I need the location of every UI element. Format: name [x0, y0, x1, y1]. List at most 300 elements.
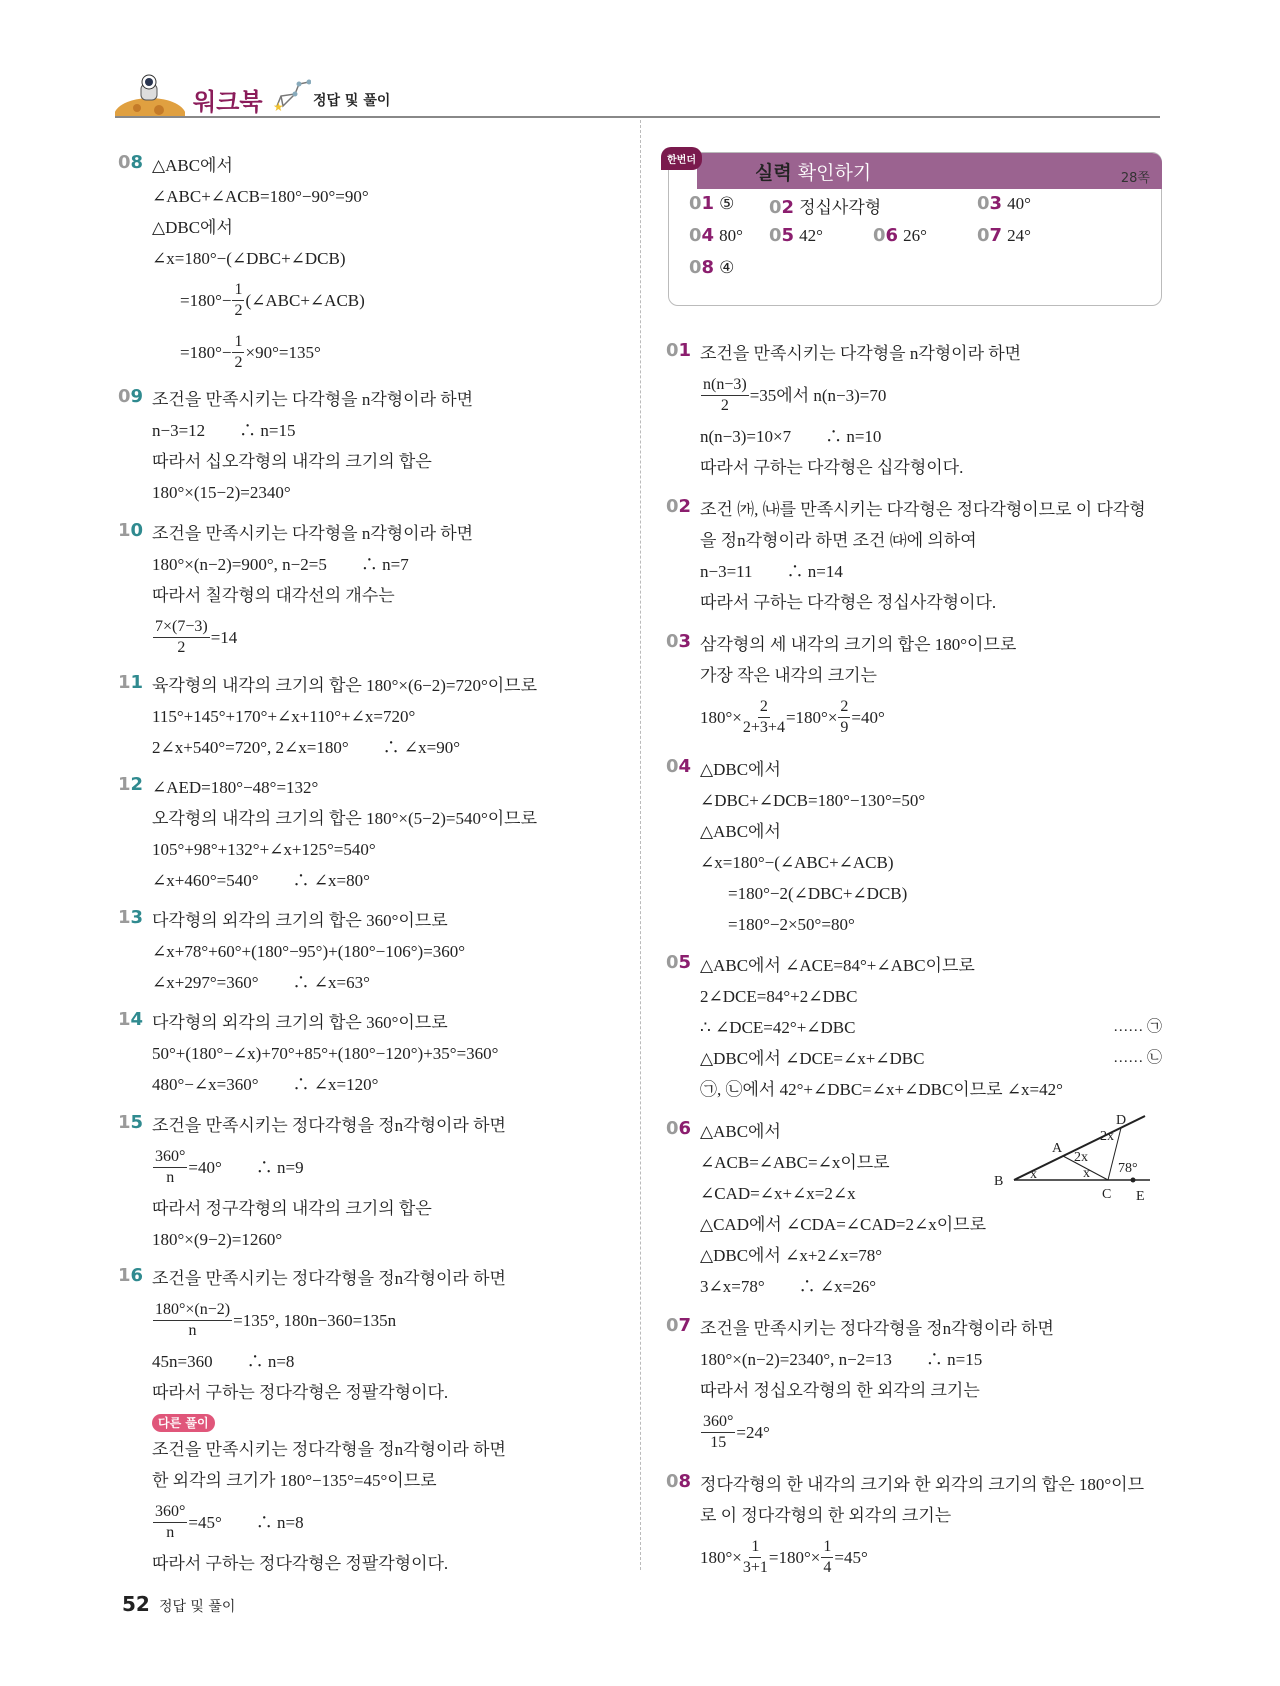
math-text: △CAD에서 ∠CDA=∠CAD=2∠x이므로 — [700, 1215, 987, 1234]
solution-lines — [700, 629, 1162, 743]
math-text: 180°× — [700, 1547, 742, 1567]
math-text: ∠ACB=∠ABC=∠x이므로 — [700, 1153, 890, 1172]
math-text: 로 이 정다각형의 한 외각의 크기는 — [700, 1506, 952, 1525]
solution-item — [118, 150, 608, 378]
solution-line — [700, 660, 1162, 691]
math-text: 180°×(n−2)=900°, n−2=5 ∴ n=7 — [152, 555, 409, 574]
answer-item — [769, 225, 823, 246]
fraction — [838, 697, 850, 738]
numerator: 1 — [232, 332, 244, 353]
math-text: 따라서 구하는 정다각형은 정팔각형이다. — [152, 1554, 449, 1573]
number-digit: 5 — [130, 1112, 144, 1133]
denominator: 15 — [710, 1433, 727, 1451]
number-digit: 8 — [678, 1471, 692, 1492]
math-text: △ABC에서 — [152, 156, 233, 175]
numerator: 2 — [838, 697, 850, 718]
solution-line — [152, 518, 608, 549]
numerator: 1 — [821, 1537, 833, 1558]
math-text: =40° — [851, 707, 885, 727]
math-text: =180°−2×50°=80° — [728, 915, 855, 934]
math-text: =180°− — [180, 342, 232, 362]
number-digit: 4 — [678, 756, 692, 777]
solution-item — [118, 905, 608, 998]
problem-number — [689, 193, 714, 214]
math-text: 따라서 구하는 다각형은 십각형이다. — [700, 458, 964, 477]
solution-line — [700, 556, 1162, 587]
solution-line — [152, 181, 608, 212]
solution-line — [152, 803, 608, 834]
number-prefix: 0 — [977, 193, 990, 214]
solution-line — [152, 1069, 608, 1100]
solution-line — [700, 1209, 1162, 1240]
numerator: 2 — [758, 697, 770, 718]
solution-line — [152, 415, 608, 446]
math-text: =180°− — [180, 290, 232, 310]
solution-line — [152, 865, 608, 896]
number-prefix: 0 — [118, 386, 131, 407]
solution-line — [152, 905, 608, 936]
workbook-title: 워크북 — [193, 88, 263, 116]
solution-line — [152, 1346, 608, 1377]
math-text: ×90°=135° — [245, 342, 321, 362]
answer-item — [769, 193, 881, 218]
solution-line — [152, 1193, 608, 1224]
number-prefix: 0 — [977, 225, 990, 246]
solution-line — [700, 1406, 1162, 1458]
math-text: =180°−2(∠DBC+∠DCB) — [728, 884, 908, 903]
solution-line — [700, 587, 1162, 618]
problem-number — [769, 225, 794, 246]
math-text: n(n−3)=10×7 ∴ n=10 — [700, 427, 882, 446]
math-text: 따라서 구하는 다각형은 정십사각형이다. — [700, 593, 997, 612]
label-C: C — [1102, 1187, 1112, 1202]
math-text: 3∠x=78° ∴ ∠x=26° — [700, 1277, 877, 1296]
math-text: △DBC에서 — [700, 760, 781, 779]
solution-line — [152, 936, 608, 967]
number-prefix: 0 — [666, 496, 679, 517]
math-text: 따라서 칠각형의 대각선의 개수는 — [152, 586, 395, 605]
astronaut-moon-logo-icon — [115, 74, 185, 116]
page-number: 52 — [122, 1592, 150, 1616]
solution-line — [152, 1038, 608, 1069]
math-text: (∠ABC+∠ACB) — [245, 290, 365, 310]
number-digit: 1 — [130, 672, 144, 693]
math-text: 따라서 십오각형의 내각의 크기의 합은 — [152, 452, 432, 471]
math-text: 조건을 만족시키는 정다각형을 정n각형이라 하면 — [152, 1116, 506, 1135]
math-text: 한 외각의 크기가 180°−135°=45°이므로 — [152, 1471, 437, 1490]
number-prefix: 0 — [666, 952, 679, 973]
math-text: 180°×(9−2)=1260° — [152, 1230, 283, 1249]
solution-line — [152, 1007, 608, 1038]
denominator: 2 — [177, 638, 186, 656]
math-text: n−3=12 ∴ n=15 — [152, 421, 296, 440]
problem-number — [769, 197, 794, 218]
answer-item — [977, 193, 1031, 214]
math-text: 삼각형의 세 내각의 크기의 합은 180°이므로 — [700, 635, 1017, 654]
solution-lines — [152, 772, 608, 896]
problem-number — [689, 257, 714, 278]
math-text: =14 — [210, 627, 238, 647]
fraction — [232, 280, 244, 321]
answer-item — [873, 225, 927, 246]
math-text: 조건을 만족시키는 정다각형을 정n각형이라 하면 — [152, 1269, 506, 1288]
solution-line — [152, 243, 608, 274]
solution-line — [700, 629, 1162, 660]
number-digit: 3 — [678, 631, 692, 652]
number-digit: 6 — [130, 1265, 144, 1286]
title-rest: 확인하기 — [791, 162, 872, 184]
answer-value: 80° — [719, 226, 743, 245]
number-digit: 8 — [701, 257, 715, 278]
math-text: 2∠DCE=84°+2∠DBC — [700, 987, 858, 1006]
fraction — [232, 332, 244, 373]
triangle-diagram — [990, 1110, 1170, 1210]
number-digit: 0 — [130, 520, 144, 541]
math-text: 180°×(n−2)=2340°, n−2=13 ∴ n=15 — [700, 1350, 983, 1369]
denominator: n — [188, 1321, 197, 1339]
math-text: ∠ABC+∠ACB=180°−90°=90° — [152, 187, 369, 206]
solution-line — [700, 816, 1162, 847]
math-text: 115°+145°+170°+∠x+110°+∠x=720° — [152, 707, 416, 726]
solution-line — [700, 1043, 1162, 1074]
answer-value: 40° — [1007, 194, 1031, 213]
math-text: ∠CAD=∠x+∠x=2∠x — [700, 1184, 856, 1203]
solution-line — [700, 1012, 1162, 1043]
problem-number — [873, 225, 898, 246]
number-prefix: 0 — [666, 756, 679, 777]
number-prefix: 0 — [666, 1471, 679, 1492]
math-text: ∠x+460°=540° ∴ ∠x=80° — [152, 871, 370, 890]
math-text: 따라서 구하는 정다각형은 정팔각형이다. — [152, 1383, 449, 1402]
solution-line — [152, 1548, 608, 1579]
math-text: 조건을 만족시키는 다각형을 n각형이라 하면 — [700, 344, 1022, 363]
fraction — [701, 1412, 735, 1453]
solution-line — [700, 981, 1162, 1012]
numerator: 360° — [153, 1147, 187, 1168]
solution-lines — [152, 1110, 608, 1255]
fraction — [153, 1147, 187, 1188]
number-digit: 5 — [781, 225, 795, 246]
number-prefix: 1 — [118, 520, 131, 541]
math-text: △DBC에서 ∠DCE=∠x+∠DBC — [700, 1049, 925, 1068]
solution-line — [152, 274, 608, 326]
math-text: ∠x+78°+60°+(180°−95°)+(180°−106°)=360° — [152, 942, 466, 961]
quick-check-box — [668, 152, 1162, 306]
fraction — [153, 617, 210, 658]
solution-item — [666, 629, 1162, 743]
solution-lines — [152, 905, 608, 998]
answer-value: 24° — [1007, 226, 1031, 245]
solution-line — [152, 834, 608, 865]
number-prefix: 0 — [689, 193, 702, 214]
math-text: 2∠x+540°=720°, 2∠x=180° ∴ ∠x=90° — [152, 738, 461, 757]
page-header — [115, 68, 1160, 118]
answer-value: ④ — [719, 258, 735, 277]
denominator: 2 — [234, 301, 243, 319]
solution-line — [152, 1263, 608, 1294]
math-text: 조건을 만족시키는 정다각형을 정n각형이라 하면 — [700, 1319, 1054, 1338]
solution-item — [666, 1313, 1162, 1458]
problem-number — [666, 1471, 691, 1492]
solution-line — [700, 691, 1162, 743]
svg-text:★: ★ — [273, 100, 284, 112]
number-prefix: 0 — [666, 1315, 679, 1336]
point-E — [1131, 1178, 1136, 1183]
math-text: 105°+98°+132°+∠x+125°=540° — [152, 840, 376, 859]
denominator: 4 — [823, 1558, 832, 1576]
math-text: 다각형의 외각의 크기의 합은 360°이므로 — [152, 1013, 448, 1032]
angle-CDA-label: 2x — [1100, 1129, 1114, 1144]
solution-item — [666, 338, 1162, 483]
label-E: E — [1136, 1189, 1145, 1204]
answer-item — [689, 257, 734, 278]
problem-number — [666, 952, 691, 973]
number-digit: 6 — [885, 225, 899, 246]
math-text: ㉠, ㉡에서 42°+∠DBC=∠x+∠DBC이므로 ∠x=42° — [700, 1080, 1063, 1099]
solution-line — [152, 732, 608, 763]
problem-number — [666, 340, 691, 361]
math-text: n−3=11 ∴ n=14 — [700, 562, 843, 581]
solution-line — [700, 950, 1162, 981]
label-A: A — [1052, 1141, 1063, 1156]
problem-number — [666, 496, 691, 517]
solution-line — [700, 1271, 1162, 1302]
answer-item — [689, 193, 734, 214]
number-prefix: 0 — [666, 1118, 679, 1139]
angle-ACB-label: x — [1083, 1166, 1090, 1181]
math-text: 을 정n각형이라 하면 조건 ㈐에 의하여 — [700, 531, 977, 550]
problem-number — [118, 672, 143, 693]
solution-line — [700, 369, 1162, 421]
problem-number — [118, 1112, 143, 1133]
solution-line — [700, 754, 1162, 785]
math-text: 다각형의 외각의 크기의 합은 360°이므로 — [152, 911, 448, 930]
math-text: 정다각형의 한 내각의 크기와 한 외각의 크기의 합은 180°이므 — [700, 1475, 1145, 1494]
solution-line — [152, 1377, 608, 1408]
solution-item — [118, 518, 608, 663]
solution-lines — [700, 494, 1162, 618]
number-digit: 7 — [989, 225, 1003, 246]
solution-item — [666, 950, 1162, 1105]
math-text: 육각형의 내각의 크기의 합은 180°×(6−2)=720°이므로 — [152, 676, 538, 695]
math-text: △ABC에서 — [700, 822, 781, 841]
number-prefix: 0 — [666, 631, 679, 652]
number-digit: 4 — [130, 1009, 144, 1030]
solution-line — [700, 847, 1162, 878]
numerator: 1 — [232, 280, 244, 301]
number-prefix: 0 — [769, 197, 782, 218]
math-text: =40° ∴ n=9 — [188, 1157, 304, 1177]
number-prefix: 0 — [769, 225, 782, 246]
number-digit: 1 — [701, 193, 715, 214]
solution-line — [700, 1469, 1162, 1500]
math-text: 50°+(180°−∠x)+70°+85°+(180°−120°)+35°=360° — [152, 1044, 499, 1063]
math-text: 조건을 만족시키는 정다각형을 정n각형이라 하면 — [152, 1440, 506, 1459]
title-bold: 실력 — [755, 162, 792, 184]
denominator: 9 — [840, 718, 849, 736]
solution-line — [700, 421, 1162, 452]
solution-line — [152, 772, 608, 803]
solution-line — [700, 494, 1162, 525]
solution-line — [700, 1074, 1162, 1105]
problem-number — [118, 152, 143, 173]
solution-line — [700, 338, 1162, 369]
solution-line — [152, 326, 608, 378]
problem-number — [689, 225, 714, 246]
solution-line — [152, 580, 608, 611]
solution-line — [152, 1496, 608, 1548]
math-text: =45° ∴ n=8 — [188, 1512, 304, 1532]
problem-number — [666, 631, 691, 652]
solution-line — [152, 384, 608, 415]
number-prefix: 1 — [118, 1009, 131, 1030]
number-prefix: 1 — [118, 907, 131, 928]
numerator: n(n−3) — [701, 375, 749, 396]
solution-line — [152, 670, 608, 701]
solution-line — [152, 549, 608, 580]
fraction — [821, 1537, 833, 1578]
answer-value: 정십사각형 — [799, 198, 882, 217]
problem-number — [118, 386, 143, 407]
label-D: D — [1116, 1113, 1127, 1128]
solution-lines — [700, 1469, 1162, 1583]
number-digit: 4 — [701, 225, 715, 246]
page-reference: 28쪽 — [1120, 171, 1150, 186]
solution-lines — [152, 150, 608, 378]
fraction — [743, 697, 785, 738]
solution-item — [118, 1110, 608, 1255]
number-prefix: 1 — [118, 1112, 131, 1133]
math-text: 따라서 정십오각형의 한 외각의 크기는 — [700, 1381, 980, 1400]
number-prefix: 0 — [666, 340, 679, 361]
solution-line — [700, 1344, 1162, 1375]
quick-check-title — [755, 158, 871, 185]
math-text: △ABC에서 ∠ACE=84°+∠ABC이므로 — [700, 956, 975, 975]
solution-line — [700, 1240, 1162, 1271]
solution-line — [152, 1141, 608, 1193]
angle-DCE-label: 78° — [1118, 1161, 1138, 1176]
number-prefix: 0 — [689, 225, 702, 246]
solution-lines — [152, 384, 608, 508]
math-text: 가장 작은 내각의 크기는 — [700, 666, 877, 685]
footer-label: 정답 및 풀이 — [158, 1599, 236, 1615]
problem-number — [977, 193, 1002, 214]
math-text: =180°× — [768, 1547, 821, 1567]
answer-item — [977, 225, 1031, 246]
number-prefix: 0 — [118, 152, 131, 173]
solution-line — [152, 701, 608, 732]
alternative-solution-badge: 다른 풀이 — [152, 1414, 215, 1432]
solution-lines — [152, 670, 608, 763]
number-prefix: 0 — [689, 257, 702, 278]
solution-lines — [700, 1313, 1162, 1458]
math-text: 조건 ㈎, ㈏를 만족시키는 다각형은 정다각형이므로 이 다각형 — [700, 500, 1146, 519]
number-digit: 8 — [130, 152, 144, 173]
angle-B-label: x — [1030, 1167, 1037, 1182]
solution-line — [152, 1110, 608, 1141]
math-text: =180°× — [785, 707, 838, 727]
denominator: n — [166, 1168, 175, 1186]
math-text: =135°, 180n−360=135n — [233, 1310, 397, 1330]
solution-line — [700, 785, 1162, 816]
problem-number — [118, 520, 143, 541]
number-digit: 2 — [781, 197, 795, 218]
denominator: 3+1 — [742, 1558, 768, 1576]
answer-value: 42° — [799, 226, 823, 245]
column-divider — [640, 120, 641, 1570]
math-text: ∠x=180°−(∠DBC+∠DCB) — [152, 249, 346, 268]
number-prefix: 1 — [118, 774, 131, 795]
once-more-tag: 한번더 — [661, 147, 702, 170]
solution-line — [152, 611, 608, 663]
number-digit: 2 — [130, 774, 144, 795]
solution-line — [700, 1500, 1162, 1531]
answer-item — [689, 225, 743, 246]
math-text: 45n=360 ∴ n=8 — [152, 1352, 295, 1371]
math-text: △ABC에서 — [700, 1122, 781, 1141]
solution-line — [700, 1313, 1162, 1344]
solution-lines — [700, 338, 1162, 483]
angle-CAD-label: 2x — [1074, 1150, 1088, 1165]
label-B: B — [994, 1174, 1004, 1189]
problem-number — [666, 1118, 691, 1139]
math-text: 180°× — [700, 707, 742, 727]
number-digit: 3 — [130, 907, 144, 928]
math-text: 180°×(15−2)=2340° — [152, 483, 291, 502]
numerator: 180°×(n−2) — [153, 1300, 232, 1321]
solution-line — [152, 212, 608, 243]
fraction — [743, 1537, 768, 1578]
number-prefix: 1 — [118, 1265, 131, 1286]
fraction — [153, 1300, 232, 1341]
solution-line — [700, 1531, 1162, 1583]
constellation-icon — [273, 78, 311, 112]
number-digit: 1 — [678, 340, 692, 361]
math-text: △DBC에서 — [152, 218, 233, 237]
header-subtitle: 정답 및 풀이 — [313, 93, 391, 109]
denominator: n — [166, 1523, 175, 1541]
problem-number — [666, 756, 691, 777]
math-text: =35에서 n(n−3)=70 — [749, 385, 887, 405]
problem-number — [118, 1265, 143, 1286]
solution-item — [118, 670, 608, 763]
solution-line — [700, 878, 1162, 909]
fraction — [153, 1502, 187, 1543]
math-text: 따라서 정구각형의 내각의 크기의 합은 — [152, 1199, 432, 1218]
fraction — [701, 375, 749, 416]
math-text: ∠AED=180°−48°=132° — [152, 778, 319, 797]
numerator: 7×(7−3) — [153, 617, 210, 638]
numerator: 360° — [153, 1502, 187, 1523]
math-text: ∴ ∠DCE=42°+∠DBC — [700, 1018, 856, 1037]
denominator: 2+3+4 — [742, 718, 785, 736]
number-digit: 5 — [678, 952, 692, 973]
solution-line — [700, 909, 1162, 940]
solution-item — [118, 1007, 608, 1100]
solution-item — [118, 384, 608, 508]
math-text: 조건을 만족시키는 다각형을 n각형이라 하면 — [152, 390, 474, 409]
problem-number — [118, 907, 143, 928]
solution-item — [666, 754, 1162, 940]
solution-line — [152, 967, 608, 998]
equation-marker: …… ㉠ — [1113, 1019, 1162, 1035]
solution-line — [700, 452, 1162, 483]
answer-value: 26° — [903, 226, 927, 245]
page-footer — [122, 1592, 235, 1616]
solution-lines — [152, 1263, 608, 1579]
number-digit: 2 — [678, 496, 692, 517]
problem-number — [118, 774, 143, 795]
